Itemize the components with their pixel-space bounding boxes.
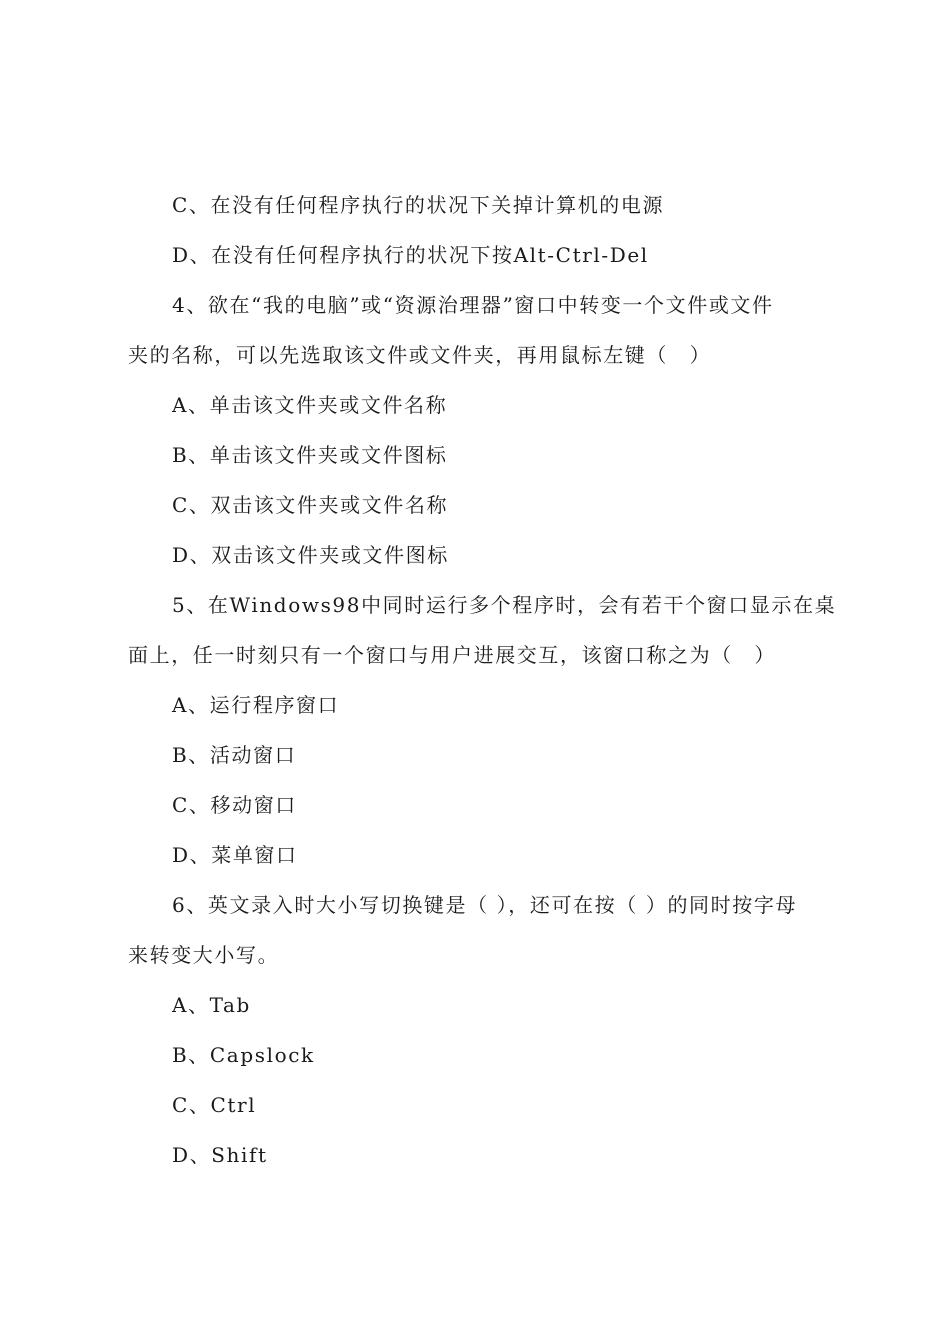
question-4-option-d: D、双击该文件夹或文件图标 (172, 543, 449, 567)
question-5-option-c: C、移动窗口 (172, 793, 297, 817)
question-4-option-c: C、双击该文件夹或文件名称 (172, 493, 449, 517)
question-6-option-a: A、Tab (172, 993, 251, 1017)
question-4-option-b: B、单击该文件夹或文件图标 (172, 443, 448, 467)
question-6-option-d: D、Shift (172, 1143, 268, 1167)
question-4-line-1: 4、欲在“我的电脑”或“资源治理器”窗口中转变一个文件或文件 (172, 293, 774, 317)
option-c-prev: C、在没有任何程序执行的状况下关掉计算机的电源 (172, 193, 665, 217)
question-5-line-2: 面上，任一时刻只有一个窗口与用户进展交互，该窗口称之为（ ） (128, 643, 776, 667)
question-6-line-2: 来转变大小写。 (128, 943, 280, 967)
question-6-option-c: C、Ctrl (172, 1093, 257, 1117)
question-5-option-a: A、运行程序窗口 (172, 693, 340, 717)
question-4-option-a: A、单击该文件夹或文件名称 (172, 393, 448, 417)
question-5-option-b: B、活动窗口 (172, 743, 297, 767)
question-6-option-b: B、Capslock (172, 1043, 315, 1067)
question-content (128, 180, 837, 1180)
question-6-line-1: 6、英文录入时大小写切换键是（ ），还可在按（ ）的同时按字母 (172, 893, 798, 917)
question-4-line-2: 夹的名称，可以先选取该文件或文件夹，再用鼠标左键（ ） (128, 343, 712, 367)
option-d-prev: D、在没有任何程序执行的状况下按Alt-Ctrl-Del (172, 243, 649, 267)
question-5-option-d: D、菜单窗口 (172, 843, 298, 867)
question-5-line-1: 5、在Windows98中同时运行多个程序时，会有若干个窗口显示在桌 (172, 593, 837, 617)
